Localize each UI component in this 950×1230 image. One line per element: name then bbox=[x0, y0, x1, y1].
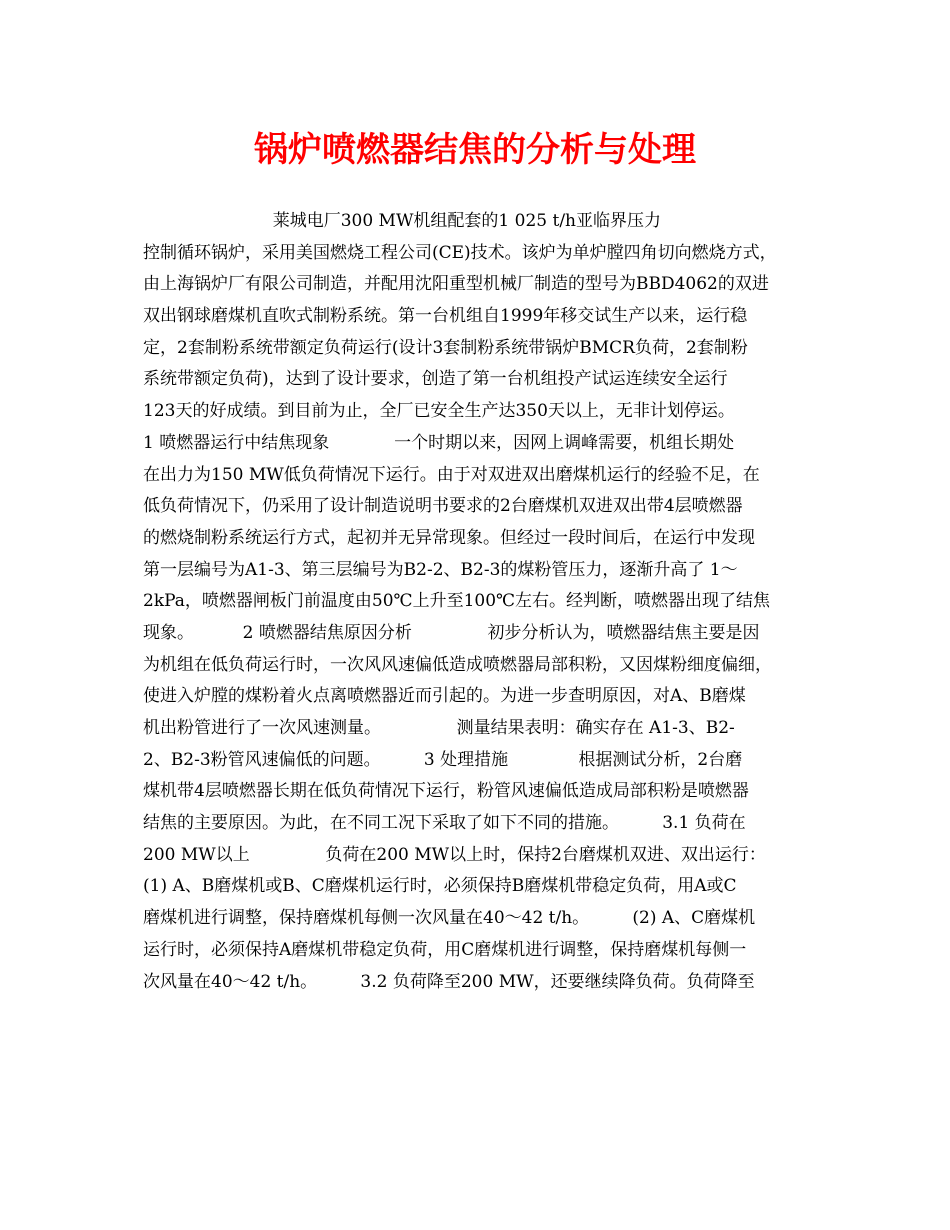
body-line: (1) A、B磨煤机或B、C磨煤机运行时，必须保持B磨煤机带稳定负荷，用A或C bbox=[143, 876, 737, 897]
body-line: 1 喷燃器运行中结焦现象 一个时期以来，因网上调峰需要，机组长期处 bbox=[143, 432, 735, 453]
body-line: 结焦的主要原因。为此，在不同工况下采取了如下不同的措施。 3.1 负荷在 bbox=[143, 813, 746, 834]
body-line: 定，2套制粉系统带额定负荷运行(设计3套制粉系统带锅炉BMCR负荷，2套制粉 bbox=[143, 337, 748, 358]
document-body bbox=[143, 206, 811, 998]
body-line: 123天的好成绩。到目前为止，全厂已安全生产达350天以上，无非计划停运。 bbox=[143, 401, 735, 422]
body-line: 双出钢球磨煤机直吹式制粉系统。第一台机组自1999年移交试生产以来，运行稳 bbox=[143, 306, 748, 327]
body-line: 第一层编号为A1-3、第三层编号为B2-2、B2-3的煤粉管压力，逐渐升高了 1～ bbox=[143, 559, 738, 580]
body-line: 现象。 2 喷燃器结焦原因分析 初步分析认为，喷燃器结焦主要是因 bbox=[143, 622, 760, 643]
body-line: 控制循环锅炉，采用美国燃烧工程公司(CE)技术。该炉为单炉膛四角切向燃烧方式， bbox=[143, 242, 777, 263]
body-line: 磨煤机进行调整，保持磨煤机每侧一次风量在40～42 t/h。 (2) A、C磨煤机 bbox=[143, 908, 756, 929]
body-line: 200 MW以上 负荷在200 MW以上时，保持2台磨煤机双进、双出运行： bbox=[143, 844, 766, 865]
body-line: 由上海锅炉厂有限公司制造，并配用沈阳重型机械厂制造的型号为BBD4062的双进 bbox=[143, 274, 769, 295]
body-line: 的燃烧制粉系统运行方式，起初并无异常现象。但经过一段时间后，在运行中发现 bbox=[143, 527, 755, 548]
body-line: 使进入炉膛的煤粉着火点离喷燃器近而引起的。为进一步查明原因，对A、B磨煤 bbox=[143, 686, 746, 707]
document-title: 锅炉喷燃器结焦的分析与处理 bbox=[254, 130, 696, 170]
body-line: 在出力为150 MW低负荷情况下运行。由于对双进双出磨煤机运行的经验不足，在 bbox=[143, 464, 760, 485]
body-line: 运行时，必须保持A磨煤机带稳定负荷，用C磨煤机进行调整，保持磨煤机每侧一 bbox=[143, 939, 747, 960]
body-line: 系统带额定负荷)，达到了设计要求，创造了第一台机组投产试运连续安全运行 bbox=[143, 369, 728, 390]
body-line: 煤机带4层喷燃器长期在低负荷情况下运行，粉管风速偏低造成局部积粉是喷燃器 bbox=[143, 781, 749, 802]
body-line: 为机组在低负荷运行时，一次风风速偏低造成喷燃器局部积粉，又因煤粉细度偏细， bbox=[143, 654, 772, 675]
body-line: 莱城电厂300 MW机组配套的1 025 t/h亚临界压力 bbox=[143, 211, 662, 231]
body-line: 2kPa，喷燃器闸板门前温度由50℃上升至100℃左右。经判断，喷燃器出现了结焦 bbox=[143, 591, 771, 612]
body-line: 低负荷情况下，仍采用了设计制造说明书要求的2台磨煤机双进双出带4层喷燃器 bbox=[143, 496, 743, 517]
body-line: 机出粉管进行了一次风速测量。 测量结果表明：确实存在 A1-3、B2- bbox=[143, 718, 735, 738]
body-line: 次风量在40～42 t/h。 3.2 负荷降至200 MW，还要继续降负荷。负荷降至 bbox=[143, 971, 755, 992]
body-line: 2、B2-3粉管风速偏低的问题。 3 处理措施 根据测试分析，2台磨 bbox=[143, 749, 743, 770]
